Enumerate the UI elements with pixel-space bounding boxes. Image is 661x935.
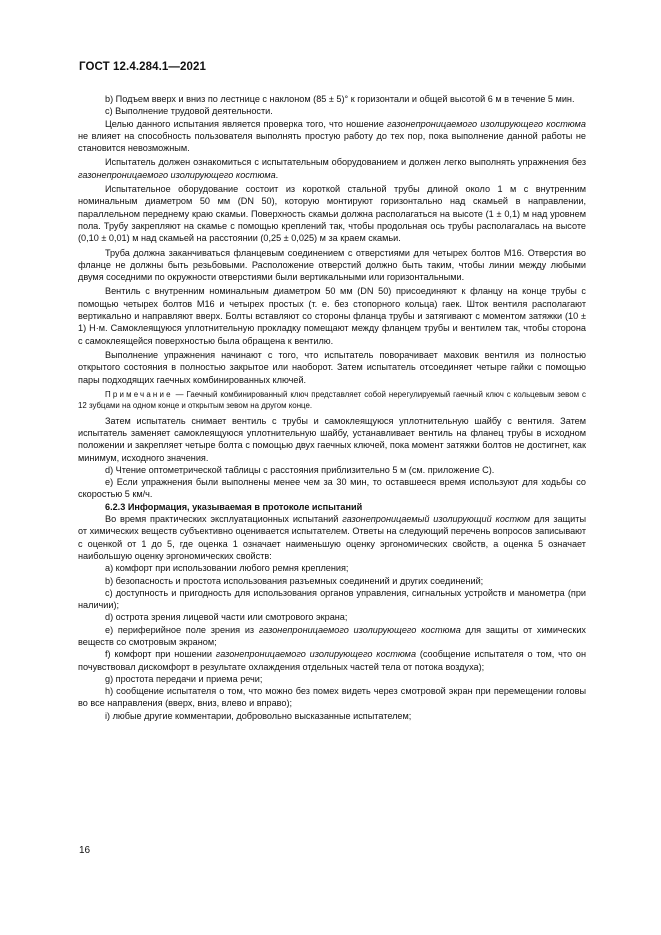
- criteria-item-h: h) сообщение испытателя о том, что можно без помех видеть через смотровой экран при перемещении головы во все направления (вверх, вниз, влево и вправо);: [78, 686, 586, 709]
- criteria-item-g: g) простота передачи и приема речи;: [105, 673, 263, 684]
- paragraph-remove-valve: Затем испытатель снимает вентиль с трубы и самоклеящуюся уплотнительную шайбу с вентиля. Затем испытатель заменяет самоклеящуюся уплотнительную шайбу, устанавливает вентиль на фланец трубы в исходном положении и закрепляет четыре болта с помощью двух гаечных ключей, пока момент затяжки болтов не достигнет, как минимум, исходного значения.: [78, 415, 586, 463]
- criteria-item-c: c) доступность и пригодность для использования органов управления, сигнальных устройств и манометра (при наличии);: [78, 587, 586, 611]
- paragraph-purpose: Целью данного испытания является проверка того, что ношение газонепроницаемого изолирующего костюма не влияет на способность пользователя выполнять простую работу до тех пор, пока выполнение данной работы не становится невозможным.: [78, 118, 586, 154]
- criteria-item-e: e) периферийное поле зрения из газонепроницаемого изолирующего костюма для защиты от химических веществ со смотровым экраном;: [78, 624, 586, 647]
- paragraph-flange: Труба должна заканчиваться фланцевым соединением с отверстиями для четырех болтов М16. Отверстия во фланце не должны быть резьбовыми. Расположение отверстий должно быть таким, чтобы линии между любыми двумя соседними по окружности отверстиями были вертикальными или горизонтальными.: [78, 247, 586, 283]
- paragraph-valve: Вентиль с внутренним номинальным диаметром 50 мм (DN 50) присоединяют к фланцу на конце трубы с помощью четырех болтов М16 и четырех простых (т. е. без стопорного кольца) гаек. Шток вентиля располагают вертикально и направляют вверх. Болты вставляют со стороны фланца трубы и затягивают с моментом затяжки (10 ± 1) Н·м. Самоклеящуюся уплотнительную прокладку помещают между фланцем трубы и вентилем так, чтобы сторона с самоклеящейся поверхностью была обращена к вентилю.: [78, 286, 586, 346]
- note: Примечание — Гаечный комбинированный ключ представляет собой нерегулируемый гаечный ключ с кольцевым зевом с 12 зубцами на одном конце и открытым зевом на другом конце.: [78, 389, 586, 411]
- criteria-item-a: a) комфорт при использовании любого ремня крепления;: [105, 563, 349, 574]
- list-item-c: c) Выполнение трудовой деятельности.: [105, 106, 273, 117]
- page-body: [78, 93, 586, 722]
- page-number: 16: [79, 845, 91, 856]
- list-item-b: b) Подъем вверх и вниз по лестнице с наклоном (85 ± 5)° к горизонтали и общей высотой 6 м в течение 5 мин.: [105, 94, 575, 104]
- criteria-item-i: i) любые другие комментарии, добровольно высказанные испытателем;: [105, 710, 412, 721]
- paragraph-equipment: Испытательное оборудование состоит из короткой стальной трубы длиной около 1 м с внутренним номинальным диаметром 50 мм (DN 50), которую монтируют горизонтально над скамьей в направлении, параллельном переднему краю скамьи. Поверхность скамьи должна располагаться на высоте (1 ± 0,1) м над уровнем пола. Трубу закрепляют на скамье с помощью креплений так, чтобы продольная ось трубы располагалась на высоте (0,10 ± 0,01) м над скамьей на расстоянии (0,25 ± 0,025) м за краем скамьи.: [78, 184, 586, 244]
- criteria-item-d: d) острота зрения лицевой части или смотрового экрана;: [105, 612, 348, 623]
- list-item-e: e) Если упражнения были выполнены менее чем за 30 мин, то оставшееся время используют для ходьбы со скоростью 5 км/ч.: [78, 477, 586, 500]
- criteria-item-f: f) комфорт при ношении газонепроницаемого изолирующего костюма (сообщение испытателя о том, что он почувствовал дискомфорт в результате охлаждения отдельных частей тела от потока воздуха);: [78, 649, 586, 672]
- criteria-item-b: b) безопасность и простота использования разъемных соединений и других соединений;: [105, 575, 484, 586]
- paragraph-exercise: Выполнение упражнения начинают с того, что испытатель поворачивает маховик вентиля из полностью открытого состояния в полностью закрытое или наоборот. Затем испытатель отсоединяет четыре гайки с помощью пары подходящих гаечных комбинированных ключей.: [78, 349, 586, 385]
- document-header: ГОСТ 12.4.284.1—2021: [79, 61, 206, 73]
- section-heading: 6.2.3 Информация, указываемая в протоколе испытаний: [105, 501, 363, 512]
- paragraph-evaluation: Во время практических эксплуатационных испытаний газонепроницаемый изолирующий костюм для защиты от химических веществ субъективно оценивается испытателем. Ответы на следующий перечень вопросов записывают с оценкой от 1 до 5, где оценка 1 означает наименьшую оценку эргономических свойств, а оценка 5 означает наибольшую оценку эргономических свойств:: [78, 514, 586, 561]
- paragraph-familiarization: Испытатель должен ознакомиться с испытательным оборудованием и должен легко выполнять упражнения без газонепроницаемого изолирующего костюма.: [78, 157, 586, 180]
- list-item-d: d) Чтение оптометрической таблицы с расстояния приблизительно 5 м (см. приложение С).: [105, 464, 495, 475]
- note-label: Примечание: [105, 389, 173, 399]
